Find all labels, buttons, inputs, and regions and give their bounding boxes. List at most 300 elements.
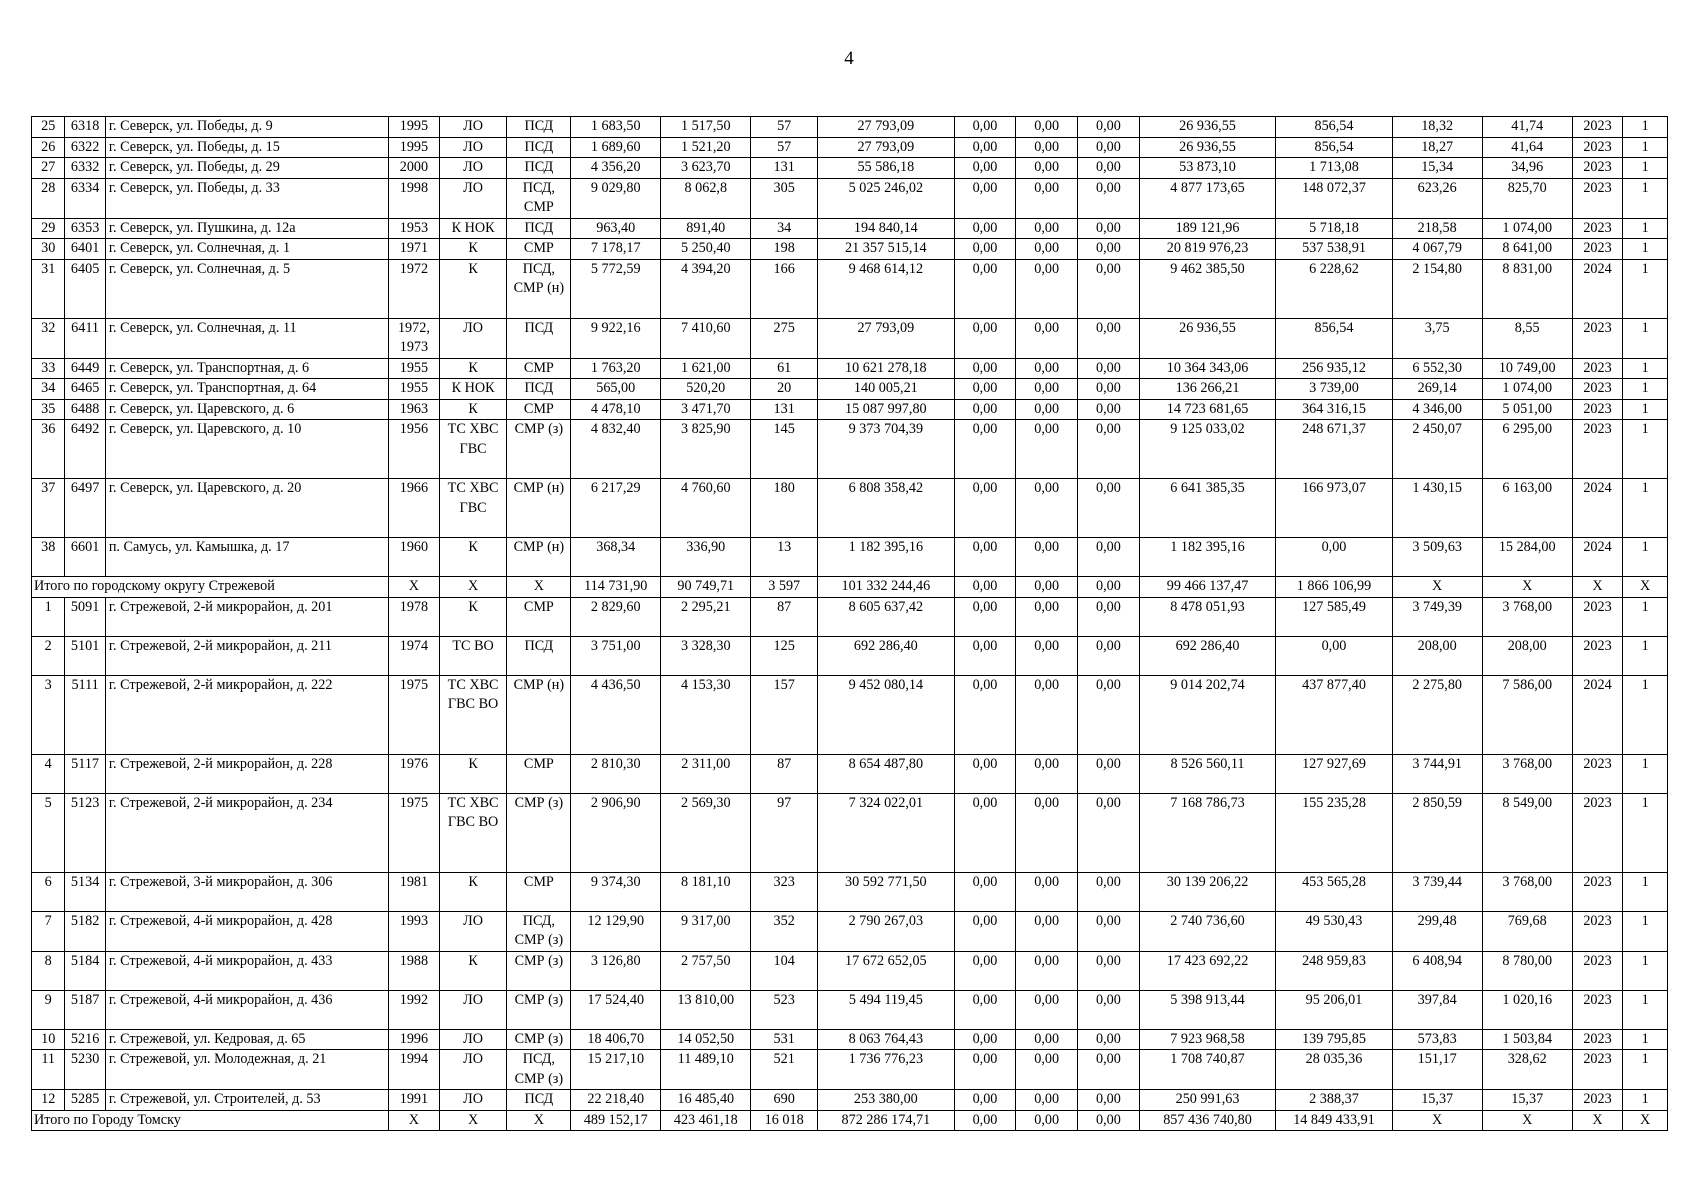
unit-cost-cell: 2 850,59 <box>1392 793 1482 872</box>
cost-col-2-cell: 0,00 <box>1016 379 1078 400</box>
unit-cost-cell: 15,34 <box>1392 158 1482 179</box>
house-code-cell: 6405 <box>65 259 105 318</box>
residents-count-cell: 131 <box>751 399 818 420</box>
house-code-cell: 6318 <box>65 117 105 138</box>
row-number-cell: 28 <box>32 178 65 218</box>
stage-cell: 1 <box>1623 911 1668 951</box>
unit-cost-limit-cell: 1 020,16 <box>1482 990 1572 1029</box>
work-type-code-cell: ЛО <box>439 318 507 358</box>
table-row <box>32 178 1668 218</box>
total-cost-cell: 872 286 174,71 <box>818 1110 955 1131</box>
house-code-cell: 6411 <box>65 318 105 358</box>
cost-col-1-cell: 0,00 <box>954 178 1016 218</box>
house-code-cell: 5123 <box>65 793 105 872</box>
residents-count-cell: 104 <box>751 951 818 990</box>
cost-col-3-cell: 0,00 <box>1078 1050 1140 1090</box>
document-type-cell: ПСД <box>507 379 571 400</box>
total-cost-cell: 9 452 080,14 <box>818 675 955 754</box>
cost-col-2-cell: 0,00 <box>1016 158 1078 179</box>
residents-count-cell: 57 <box>751 117 818 138</box>
document-type-cell: ПСД, СМР (з) <box>507 911 571 951</box>
cost-col-3-cell: 0,00 <box>1078 239 1140 260</box>
stage-cell: 1 <box>1623 318 1668 358</box>
plan-year-cell: 2023 <box>1572 379 1623 400</box>
cost-other-cell: 856,54 <box>1276 117 1392 138</box>
unit-cost-cell: 151,17 <box>1392 1050 1482 1090</box>
document-type-cell: СМР <box>507 399 571 420</box>
table-row <box>32 358 1668 379</box>
residents-count-cell: 61 <box>751 358 818 379</box>
residents-count-cell: 145 <box>751 420 818 479</box>
living-area-cell: 1 521,20 <box>661 137 751 158</box>
row-number-cell: 9 <box>32 990 65 1029</box>
cost-fund-cell: 26 936,55 <box>1139 137 1276 158</box>
cost-col-3-cell: 0,00 <box>1078 538 1140 577</box>
residents-count-cell: 166 <box>751 259 818 318</box>
stage-cell: X <box>1623 1110 1668 1131</box>
house-code-cell: 5230 <box>65 1050 105 1090</box>
unit-cost-limit-cell: 6 295,00 <box>1482 420 1572 479</box>
cost-other-cell: 28 035,36 <box>1276 1050 1392 1090</box>
stage-cell: 1 <box>1623 675 1668 754</box>
build-year-cell: 1972, 1973 <box>389 318 440 358</box>
cost-col-2-cell: 0,00 <box>1016 318 1078 358</box>
address-cell: г. Северск, ул. Победы, д. 33 <box>105 178 388 218</box>
plan-year-cell: 2023 <box>1572 218 1623 239</box>
total-area-cell: 9 374,30 <box>571 872 661 911</box>
cost-other-cell: 148 072,37 <box>1276 178 1392 218</box>
total-area-cell: 1 763,20 <box>571 358 661 379</box>
residents-count-cell: 531 <box>751 1029 818 1050</box>
stage-cell: 1 <box>1623 259 1668 318</box>
living-area-cell: 1 517,50 <box>661 117 751 138</box>
address-cell: г. Северск, ул. Царевского, д. 20 <box>105 479 388 538</box>
table-row <box>32 1050 1668 1090</box>
build-year-cell: 1956 <box>389 420 440 479</box>
plan-year-cell: 2024 <box>1572 538 1623 577</box>
residents-count-cell: 157 <box>751 675 818 754</box>
cost-col-3-cell: 0,00 <box>1078 990 1140 1029</box>
cost-col-2-cell: 0,00 <box>1016 479 1078 538</box>
cost-col-3-cell: 0,00 <box>1078 793 1140 872</box>
cost-col-2-cell: 0,00 <box>1016 137 1078 158</box>
total-area-cell: 9 922,16 <box>571 318 661 358</box>
living-area-cell: 2 569,30 <box>661 793 751 872</box>
row-number-cell: 6 <box>32 872 65 911</box>
row-number-cell: 3 <box>32 675 65 754</box>
cost-col-1-cell: 0,00 <box>954 479 1016 538</box>
unit-cost-cell: X <box>1392 577 1482 598</box>
total-cost-cell: 5 025 246,02 <box>818 178 955 218</box>
total-cost-cell: 140 005,21 <box>818 379 955 400</box>
plan-year-cell: 2023 <box>1572 636 1623 675</box>
cost-fund-cell: 9 462 385,50 <box>1139 259 1276 318</box>
unit-cost-cell: 6 408,94 <box>1392 951 1482 990</box>
residents-count-cell: 305 <box>751 178 818 218</box>
cost-other-cell: 3 739,00 <box>1276 379 1392 400</box>
cost-col-2-cell: 0,00 <box>1016 358 1078 379</box>
unit-cost-limit-cell: 15,37 <box>1482 1090 1572 1111</box>
work-type-code-cell: ТС ВО <box>439 636 507 675</box>
work-type-code-cell: ЛО <box>439 1090 507 1111</box>
living-area-cell: 4 394,20 <box>661 259 751 318</box>
address-cell: г. Стрежевой, ул. Строителей, д. 53 <box>105 1090 388 1111</box>
cost-col-1-cell: 0,00 <box>954 872 1016 911</box>
table-row <box>32 754 1668 793</box>
cost-col-3-cell: 0,00 <box>1078 1110 1140 1131</box>
document-type-cell: СМР (з) <box>507 990 571 1029</box>
cost-col-2-cell: 0,00 <box>1016 259 1078 318</box>
living-area-cell: 8 181,10 <box>661 872 751 911</box>
cost-col-2-cell: 0,00 <box>1016 872 1078 911</box>
living-area-cell: 2 757,50 <box>661 951 751 990</box>
address-cell: г. Северск, ул. Царевского, д. 6 <box>105 399 388 420</box>
cost-fund-cell: 7 923 968,58 <box>1139 1029 1276 1050</box>
stage-cell: 1 <box>1623 597 1668 636</box>
document-type-cell: СМР (з) <box>507 420 571 479</box>
cost-fund-cell: 9 125 033,02 <box>1139 420 1276 479</box>
stage-cell: 1 <box>1623 420 1668 479</box>
cost-col-3-cell: 0,00 <box>1078 577 1140 598</box>
cost-fund-cell: 8 526 560,11 <box>1139 754 1276 793</box>
plan-year-cell: 2023 <box>1572 158 1623 179</box>
cost-fund-cell: 136 266,21 <box>1139 379 1276 400</box>
house-code-cell: 5285 <box>65 1090 105 1111</box>
cost-col-3-cell: 0,00 <box>1078 754 1140 793</box>
build-year-cell: 1996 <box>389 1029 440 1050</box>
build-year-cell: 1981 <box>389 872 440 911</box>
total-cost-cell: 101 332 244,46 <box>818 577 955 598</box>
unit-cost-cell: 208,00 <box>1392 636 1482 675</box>
row-number-cell: 32 <box>32 318 65 358</box>
residents-count-cell: 131 <box>751 158 818 179</box>
table-row <box>32 793 1668 872</box>
cost-col-1-cell: 0,00 <box>954 420 1016 479</box>
stage-cell: 1 <box>1623 1090 1668 1111</box>
build-year-cell: 1972 <box>389 259 440 318</box>
house-code-cell: 6332 <box>65 158 105 179</box>
stage-cell: 1 <box>1623 399 1668 420</box>
address-cell: г. Стрежевой, 2-й микрорайон, д. 201 <box>105 597 388 636</box>
total-cost-cell: 27 793,09 <box>818 117 955 138</box>
plan-year-cell: 2023 <box>1572 911 1623 951</box>
work-type-code-cell: К <box>439 872 507 911</box>
total-cost-cell: 6 808 358,42 <box>818 479 955 538</box>
address-cell: г. Северск, ул. Победы, д. 15 <box>105 137 388 158</box>
plan-year-cell: 2023 <box>1572 137 1623 158</box>
cost-other-cell: 139 795,85 <box>1276 1029 1392 1050</box>
cost-col-3-cell: 0,00 <box>1078 1029 1140 1050</box>
total-area-cell: 7 178,17 <box>571 239 661 260</box>
cost-col-2-cell: 0,00 <box>1016 597 1078 636</box>
stage-cell: 1 <box>1623 358 1668 379</box>
work-type-code-cell: ЛО <box>439 117 507 138</box>
work-type-code-cell: К <box>439 358 507 379</box>
work-type-code-cell: ЛО <box>439 990 507 1029</box>
repair-program-table <box>31 116 1668 1131</box>
total-cost-cell: 8 605 637,42 <box>818 597 955 636</box>
cost-col-3-cell: 0,00 <box>1078 636 1140 675</box>
address-cell: г. Стрежевой, 3-й микрорайон, д. 306 <box>105 872 388 911</box>
cost-other-cell: 14 849 433,91 <box>1276 1110 1392 1131</box>
cost-other-cell: 537 538,91 <box>1276 239 1392 260</box>
unit-cost-limit-cell: 34,96 <box>1482 158 1572 179</box>
row-number-cell: 25 <box>32 117 65 138</box>
living-area-cell: 13 810,00 <box>661 990 751 1029</box>
total-cost-cell: 2 790 267,03 <box>818 911 955 951</box>
living-area-cell: 8 062,8 <box>661 178 751 218</box>
stage-cell: 1 <box>1623 1029 1668 1050</box>
total-cost-cell: 1 182 395,16 <box>818 538 955 577</box>
build-year-cell: 1955 <box>389 358 440 379</box>
build-year-cell: 1991 <box>389 1090 440 1111</box>
total-cost-cell: 8 063 764,43 <box>818 1029 955 1050</box>
cost-col-3-cell: 0,00 <box>1078 399 1140 420</box>
table-row <box>32 117 1668 138</box>
build-year-cell: 1994 <box>389 1050 440 1090</box>
unit-cost-limit-cell: X <box>1482 577 1572 598</box>
plan-year-cell: 2023 <box>1572 754 1623 793</box>
cost-fund-cell: 857 436 740,80 <box>1139 1110 1276 1131</box>
house-code-cell: 5117 <box>65 754 105 793</box>
build-year-cell: 1953 <box>389 218 440 239</box>
unit-cost-cell: 18,27 <box>1392 137 1482 158</box>
unit-cost-cell: 573,83 <box>1392 1029 1482 1050</box>
unit-cost-cell: 4 346,00 <box>1392 399 1482 420</box>
cost-other-cell: 0,00 <box>1276 636 1392 675</box>
total-cost-cell: 9 373 704,39 <box>818 420 955 479</box>
house-code-cell: 6465 <box>65 379 105 400</box>
cost-other-cell: 2 388,37 <box>1276 1090 1392 1111</box>
total-cost-cell: 5 494 119,45 <box>818 990 955 1029</box>
work-type-code-cell: К <box>439 754 507 793</box>
unit-cost-limit-cell: 3 768,00 <box>1482 597 1572 636</box>
cost-col-1-cell: 0,00 <box>954 951 1016 990</box>
cost-other-cell: 0,00 <box>1276 538 1392 577</box>
cost-col-1-cell: 0,00 <box>954 577 1016 598</box>
cost-col-2-cell: 0,00 <box>1016 951 1078 990</box>
unit-cost-limit-cell: 8 780,00 <box>1482 951 1572 990</box>
cost-col-1-cell: 0,00 <box>954 379 1016 400</box>
plan-year-cell: 2023 <box>1572 117 1623 138</box>
unit-cost-limit-cell: 208,00 <box>1482 636 1572 675</box>
unit-cost-limit-cell: 8 641,00 <box>1482 239 1572 260</box>
table-row <box>32 137 1668 158</box>
row-number-cell: 7 <box>32 911 65 951</box>
cost-other-cell: 6 228,62 <box>1276 259 1392 318</box>
total-cost-cell: 8 654 487,80 <box>818 754 955 793</box>
unit-cost-cell: 299,48 <box>1392 911 1482 951</box>
total-area-cell: 22 218,40 <box>571 1090 661 1111</box>
document-type-cell: СМР (з) <box>507 951 571 990</box>
address-cell: г. Северск, ул. Солнечная, д. 11 <box>105 318 388 358</box>
unit-cost-limit-cell: 1 074,00 <box>1482 379 1572 400</box>
work-type-code-cell: К <box>439 597 507 636</box>
document-type-cell: СМР <box>507 358 571 379</box>
house-code-cell: 6601 <box>65 538 105 577</box>
total-cost-cell: 7 324 022,01 <box>818 793 955 872</box>
house-code-cell: 5111 <box>65 675 105 754</box>
cost-other-cell: 1 713,08 <box>1276 158 1392 179</box>
plan-year-cell: 2023 <box>1572 239 1623 260</box>
house-code-cell: 5187 <box>65 990 105 1029</box>
row-number-cell: 2 <box>32 636 65 675</box>
cost-col-2-cell: 0,00 <box>1016 399 1078 420</box>
cost-col-2-cell: 0,00 <box>1016 1090 1078 1111</box>
address-cell: г. Стрежевой, 2-й микрорайон, д. 228 <box>105 754 388 793</box>
cost-fund-cell: 14 723 681,65 <box>1139 399 1276 420</box>
build-year-cell: 1998 <box>389 178 440 218</box>
cost-col-1-cell: 0,00 <box>954 911 1016 951</box>
row-number-cell: 8 <box>32 951 65 990</box>
work-type-code-cell: К <box>439 399 507 420</box>
house-code-cell: 6492 <box>65 420 105 479</box>
house-code-cell: 6334 <box>65 178 105 218</box>
cost-col-3-cell: 0,00 <box>1078 479 1140 538</box>
living-area-cell: 5 250,40 <box>661 239 751 260</box>
unit-cost-cell: 4 067,79 <box>1392 239 1482 260</box>
total-area-cell: 12 129,90 <box>571 911 661 951</box>
total-area-cell: 368,34 <box>571 538 661 577</box>
living-area-cell: 3 328,30 <box>661 636 751 675</box>
build-year-cell: 2000 <box>389 158 440 179</box>
total-area-cell: 17 524,40 <box>571 990 661 1029</box>
address-cell: г. Северск, ул. Солнечная, д. 1 <box>105 239 388 260</box>
total-area-cell: 3 126,80 <box>571 951 661 990</box>
unit-cost-cell: 18,32 <box>1392 117 1482 138</box>
cost-col-1-cell: 0,00 <box>954 1110 1016 1131</box>
unit-cost-cell: 623,26 <box>1392 178 1482 218</box>
residents-count-cell: 198 <box>751 239 818 260</box>
total-area-cell: 4 478,10 <box>571 399 661 420</box>
row-number-cell: 12 <box>32 1090 65 1111</box>
stage-cell: X <box>1623 577 1668 598</box>
work-type-code-cell: ТС ХВС ГВС <box>439 479 507 538</box>
document-type-cell: ПСД <box>507 318 571 358</box>
living-area-cell: 90 749,71 <box>661 577 751 598</box>
cost-col-2-cell: 0,00 <box>1016 178 1078 218</box>
total-area-cell: 9 029,80 <box>571 178 661 218</box>
cost-col-1-cell: 0,00 <box>954 137 1016 158</box>
residents-count-cell: 521 <box>751 1050 818 1090</box>
cost-col-3-cell: 0,00 <box>1078 675 1140 754</box>
stage-cell: 1 <box>1623 239 1668 260</box>
table-row <box>32 872 1668 911</box>
row-number-cell: 26 <box>32 137 65 158</box>
cost-col-2-cell: 0,00 <box>1016 911 1078 951</box>
unit-cost-cell: 3 509,63 <box>1392 538 1482 577</box>
cost-other-cell: 248 671,37 <box>1276 420 1392 479</box>
document-type-cell: СМР <box>507 597 571 636</box>
house-code-cell: 5091 <box>65 597 105 636</box>
unit-cost-cell: 2 275,80 <box>1392 675 1482 754</box>
stage-cell: 1 <box>1623 479 1668 538</box>
residents-count-cell: 34 <box>751 218 818 239</box>
residents-count-cell: 3 597 <box>751 577 818 598</box>
cost-col-3-cell: 0,00 <box>1078 358 1140 379</box>
address-cell: г. Стрежевой, 2-й микрорайон, д. 211 <box>105 636 388 675</box>
page-number: 4 <box>844 48 854 69</box>
cost-other-cell: 127 927,69 <box>1276 754 1392 793</box>
cost-fund-cell: 20 819 976,23 <box>1139 239 1276 260</box>
cost-other-cell: 856,54 <box>1276 137 1392 158</box>
plan-year-cell: 2023 <box>1572 358 1623 379</box>
cost-col-1-cell: 0,00 <box>954 793 1016 872</box>
cost-col-2-cell: 0,00 <box>1016 538 1078 577</box>
stage-cell: 1 <box>1623 636 1668 675</box>
total-cost-cell: 194 840,14 <box>818 218 955 239</box>
cost-col-2-cell: 0,00 <box>1016 754 1078 793</box>
unit-cost-limit-cell: 825,70 <box>1482 178 1572 218</box>
row-number-cell: 33 <box>32 358 65 379</box>
cost-fund-cell: 7 168 786,73 <box>1139 793 1276 872</box>
unit-cost-cell: X <box>1392 1110 1482 1131</box>
living-area-cell: 7 410,60 <box>661 318 751 358</box>
plan-year-cell: 2023 <box>1572 872 1623 911</box>
work-type-code-cell: К <box>439 239 507 260</box>
total-area-cell: 2 810,30 <box>571 754 661 793</box>
stage-cell: 1 <box>1623 137 1668 158</box>
table-row <box>32 675 1668 754</box>
cost-col-1-cell: 0,00 <box>954 675 1016 754</box>
total-area-cell: 4 832,40 <box>571 420 661 479</box>
work-type-code-cell: К <box>439 259 507 318</box>
cost-col-3-cell: 0,00 <box>1078 872 1140 911</box>
address-cell: г. Стрежевой, 4-й микрорайон, д. 436 <box>105 990 388 1029</box>
address-cell: г. Стрежевой, ул. Молодежная, д. 21 <box>105 1050 388 1090</box>
plan-year-cell: 2023 <box>1572 420 1623 479</box>
table-row <box>32 538 1668 577</box>
plan-year-cell: 2023 <box>1572 990 1623 1029</box>
unit-cost-limit-cell: X <box>1482 1110 1572 1131</box>
document-type-cell: СМР <box>507 754 571 793</box>
stage-cell: 1 <box>1623 951 1668 990</box>
house-code-cell: 6401 <box>65 239 105 260</box>
unit-cost-cell: 2 154,80 <box>1392 259 1482 318</box>
unit-cost-cell: 218,58 <box>1392 218 1482 239</box>
document-type-cell: СМР <box>507 872 571 911</box>
plan-year-cell: 2023 <box>1572 597 1623 636</box>
build-year-cell: 1978 <box>389 597 440 636</box>
cost-fund-cell: 692 286,40 <box>1139 636 1276 675</box>
document-type-cell: СМР (з) <box>507 793 571 872</box>
living-area-cell: 520,20 <box>661 379 751 400</box>
work-type-code-cell: ЛО <box>439 911 507 951</box>
address-cell: г. Стрежевой, ул. Кедровая, д. 65 <box>105 1029 388 1050</box>
total-area-cell: 114 731,90 <box>571 577 661 598</box>
unit-cost-limit-cell: 3 768,00 <box>1482 754 1572 793</box>
row-number-cell: 29 <box>32 218 65 239</box>
table-row <box>32 399 1668 420</box>
total-cost-cell: 253 380,00 <box>818 1090 955 1111</box>
total-area-cell: 565,00 <box>571 379 661 400</box>
residents-count-cell: 13 <box>751 538 818 577</box>
build-year-cell: 1955 <box>389 379 440 400</box>
work-type-code-cell: К <box>439 951 507 990</box>
cost-col-1-cell: 0,00 <box>954 218 1016 239</box>
unit-cost-cell: 2 450,07 <box>1392 420 1482 479</box>
unit-cost-limit-cell: 769,68 <box>1482 911 1572 951</box>
house-code-cell: 6497 <box>65 479 105 538</box>
cost-other-cell: 248 959,83 <box>1276 951 1392 990</box>
unit-cost-limit-cell: 5 051,00 <box>1482 399 1572 420</box>
unit-cost-limit-cell: 1 074,00 <box>1482 218 1572 239</box>
address-cell: г. Северск, ул. Победы, д. 9 <box>105 117 388 138</box>
house-code-cell: 6449 <box>65 358 105 379</box>
cost-fund-cell: 26 936,55 <box>1139 117 1276 138</box>
row-number-cell: 10 <box>32 1029 65 1050</box>
cost-col-1-cell: 0,00 <box>954 259 1016 318</box>
